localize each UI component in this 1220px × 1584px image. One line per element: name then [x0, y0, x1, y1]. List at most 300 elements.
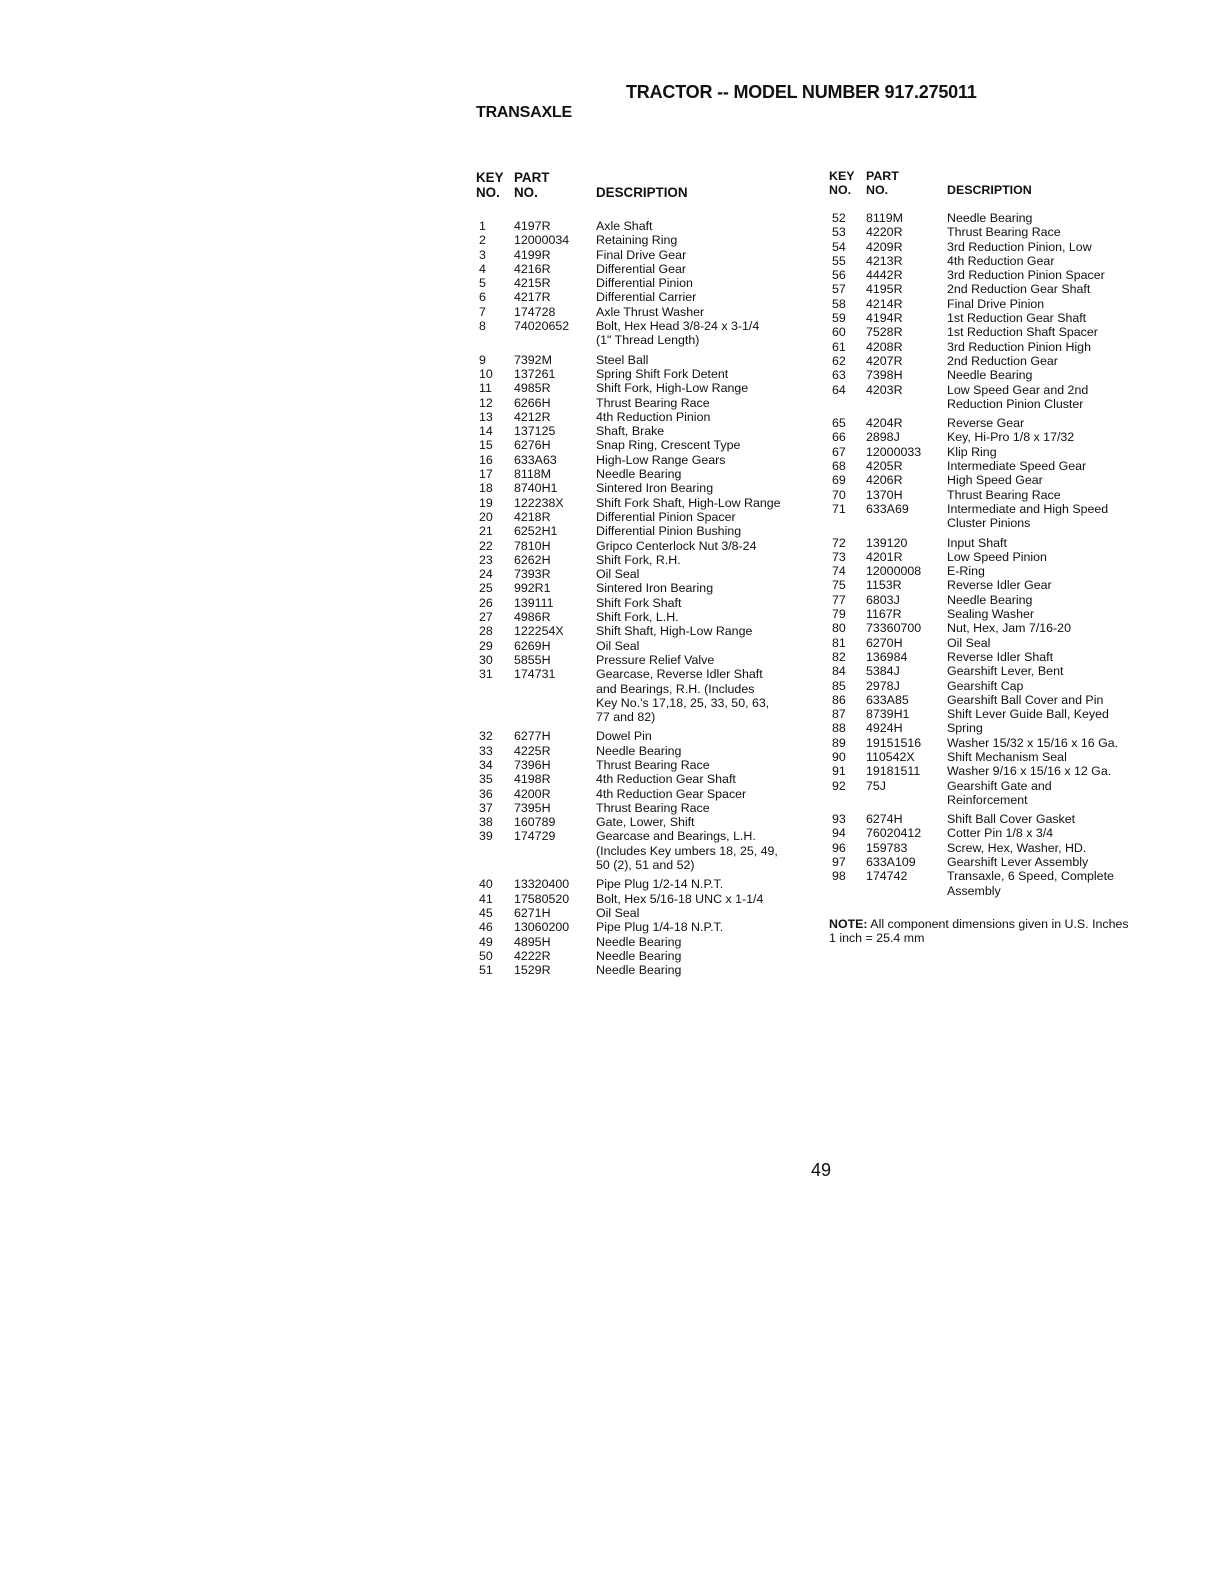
- part-header-line2: NO.: [866, 182, 889, 197]
- key-number: 49: [479, 934, 493, 949]
- key-number: 1: [479, 219, 486, 233]
- part-no-header: [514, 171, 596, 200]
- part-number: 4205R: [866, 459, 903, 474]
- parts-row: [829, 826, 1149, 840]
- dimensions-note: [829, 917, 1129, 946]
- key-number: 71: [832, 501, 846, 516]
- part-description: Thrust Bearing Race: [596, 395, 710, 410]
- key-number: 15: [479, 438, 493, 453]
- part-number: 4206R: [866, 473, 903, 488]
- parts-row: [829, 211, 1149, 225]
- key-number: 16: [479, 452, 493, 467]
- key-number: 66: [832, 430, 846, 445]
- part-description: Screw, Hex, Washer, HD.: [947, 840, 1087, 855]
- key-number: 27: [479, 610, 493, 625]
- parts-row: [829, 841, 1149, 855]
- key-number: 69: [832, 473, 846, 488]
- parts-row: [829, 268, 1149, 282]
- parts-row: [829, 750, 1149, 764]
- key-header-line2: NO.: [476, 184, 500, 200]
- part-number: 174728: [514, 304, 556, 319]
- part-number: 19181511: [866, 764, 921, 779]
- parts-row: [476, 233, 816, 247]
- part-number: 122238X: [514, 495, 564, 510]
- part-description: Oil Seal: [596, 638, 640, 653]
- part-number: 1153R: [866, 578, 902, 593]
- parts-row: [476, 667, 816, 724]
- part-description: 1st Reduction Gear Shaft: [947, 311, 1087, 326]
- key-number: 22: [479, 538, 493, 553]
- parts-row: [829, 869, 1149, 898]
- part-number: 992R1: [514, 581, 551, 596]
- key-number: 87: [832, 707, 846, 722]
- part-number: 1529R: [514, 963, 551, 978]
- key-number: 13: [479, 409, 493, 424]
- key-number: 21: [479, 524, 493, 539]
- part-number: 4203R: [866, 382, 903, 397]
- parts-row: [476, 920, 816, 934]
- key-number: 58: [832, 296, 846, 311]
- part-number: 4208R: [866, 339, 903, 354]
- key-number: 25: [479, 581, 493, 596]
- part-description: Reverse Idler Shaft: [947, 649, 1054, 664]
- part-number: 122254X: [514, 624, 564, 639]
- part-number: 2978J: [866, 678, 900, 693]
- parts-row: [829, 311, 1149, 325]
- part-description: Differential Pinion Spacer: [596, 509, 736, 524]
- parts-row: [476, 381, 816, 395]
- part-description: Shift Fork Shaft, High-Low Range: [596, 495, 781, 510]
- part-description: Spring: [947, 721, 983, 736]
- key-number: 19: [479, 495, 493, 510]
- part-number: 7398H: [866, 368, 903, 383]
- key-header-line2: NO.: [829, 182, 852, 197]
- parts-row: [829, 240, 1149, 254]
- part-number: 4220R: [866, 225, 903, 240]
- key-number: 30: [479, 652, 493, 667]
- parts-row: [829, 297, 1149, 311]
- part-number: 4209R: [866, 239, 903, 254]
- key-number: 61: [832, 339, 846, 354]
- parts-row: [476, 305, 816, 319]
- part-number: 4985R: [514, 381, 551, 396]
- parts-row: [476, 524, 816, 538]
- parts-row: [829, 225, 1149, 239]
- part-description: Washer 9/16 x 15/16 x 12 Ga.: [947, 764, 1112, 779]
- part-header-line1: PART: [866, 169, 899, 183]
- key-number: 36: [479, 786, 493, 801]
- key-number: 17: [479, 467, 493, 482]
- parts-row: [829, 593, 1149, 607]
- part-number: 7528R: [866, 325, 903, 340]
- parts-row: [476, 453, 816, 467]
- part-description: 2nd Reduction Gear: [947, 353, 1058, 368]
- key-header-line1: KEY: [476, 170, 504, 185]
- key-number: 80: [832, 621, 846, 636]
- parts-row: [829, 416, 1149, 430]
- part-number: 74020652: [514, 319, 570, 334]
- parts-row: [476, 510, 816, 524]
- part-description: Thrust Bearing Race: [596, 800, 710, 815]
- parts-row: [476, 396, 816, 410]
- part-description: Washer 15/32 x 15/16 x 16 Ga.: [947, 735, 1119, 750]
- part-number: 137125: [514, 424, 556, 439]
- part-description: Final Drive Pinion: [947, 296, 1045, 311]
- part-description: Sintered Iron Bearing: [596, 581, 714, 596]
- part-description: Thrust Bearing Race: [947, 487, 1061, 502]
- key-number: 81: [832, 635, 846, 650]
- part-number: 159783: [866, 840, 908, 855]
- part-number: 136984: [866, 649, 908, 664]
- note-text: All component dimensions given in U.S. Inches 1 inch = 25.4 mm: [829, 916, 1129, 946]
- part-description: Needle Bearing: [596, 963, 682, 978]
- part-number: 4986R: [514, 610, 551, 625]
- parts-list-right: [829, 170, 1149, 946]
- part-description: Low Speed Pinion: [947, 549, 1047, 564]
- key-number: 82: [832, 649, 846, 664]
- key-number: 33: [479, 743, 493, 758]
- key-number: 55: [832, 253, 846, 268]
- part-description: High Speed Gear: [947, 473, 1043, 488]
- part-number: 6276H: [514, 438, 551, 453]
- key-number: 96: [832, 840, 846, 855]
- part-description: Intermediate and High Speed Cluster Pinions: [947, 501, 1109, 531]
- part-description: Intermediate Speed Gear: [947, 459, 1087, 474]
- key-number: 9: [479, 352, 486, 367]
- part-description: Differential Pinion Bushing: [596, 524, 742, 539]
- part-number: 174742: [866, 869, 908, 884]
- parts-list-header: [829, 170, 1149, 197]
- key-number: 93: [832, 812, 846, 827]
- key-number: 86: [832, 692, 846, 707]
- parts-rows-left: [476, 219, 816, 977]
- parts-row: [829, 550, 1149, 564]
- key-number: 38: [479, 815, 493, 830]
- part-description: Shift Fork, L.H.: [596, 610, 679, 625]
- parts-row: [829, 621, 1149, 635]
- parts-row: [476, 567, 816, 581]
- key-number: 34: [479, 757, 493, 772]
- part-description: Final Drive Gear: [596, 247, 687, 262]
- parts-row: [476, 610, 816, 624]
- key-number: 85: [832, 678, 846, 693]
- part-description: Gearshift Lever, Bent: [947, 664, 1064, 679]
- part-description: Bolt, Hex Head 3/8-24 x 3-1/4 (1" Thread Length): [596, 319, 760, 348]
- part-description: Differential Pinion: [596, 276, 693, 291]
- part-number: 4215R: [514, 276, 551, 291]
- part-number: 12000008: [866, 564, 922, 579]
- part-number: 4201R: [866, 549, 903, 564]
- parts-row: [476, 438, 816, 452]
- parts-row: [829, 707, 1149, 721]
- key-number: 53: [832, 225, 846, 240]
- key-number: 90: [832, 749, 846, 764]
- part-number: 8740H1: [514, 481, 558, 496]
- parts-row: [476, 639, 816, 653]
- key-number: 97: [832, 855, 846, 870]
- key-number: 29: [479, 638, 493, 653]
- parts-row: [829, 736, 1149, 750]
- key-number: 98: [832, 869, 846, 884]
- part-description: Differential Gear: [596, 261, 686, 276]
- part-number: 633A63: [514, 452, 557, 467]
- part-number: 633A69: [866, 501, 909, 516]
- part-description: Gearshift Cap: [947, 678, 1024, 693]
- part-description: Gate, Lower, Shift: [596, 815, 695, 830]
- parts-row: [476, 815, 816, 829]
- parts-row: [476, 892, 816, 906]
- part-description: Needle Bearing: [596, 467, 682, 482]
- part-number: 1167R: [866, 607, 902, 622]
- part-number: 75J: [866, 778, 886, 793]
- key-number: 12: [479, 395, 493, 410]
- part-number: 4195R: [866, 282, 903, 297]
- part-number: 4225R: [514, 743, 551, 758]
- parts-row: [476, 787, 816, 801]
- key-number: 46: [479, 920, 493, 935]
- parts-row: [829, 354, 1149, 368]
- part-number: 2898J: [866, 430, 900, 445]
- description-header: DESCRIPTION: [947, 182, 1032, 197]
- part-number: 13320400: [514, 877, 570, 892]
- part-description: 1st Reduction Shaft Spacer: [947, 325, 1098, 340]
- parts-row: [476, 553, 816, 567]
- part-number: 6269H: [514, 638, 551, 653]
- key-number: 20: [479, 509, 493, 524]
- part-number: 6266H: [514, 395, 551, 410]
- part-number: 4212R: [514, 409, 551, 424]
- part-description: Shaft, Brake: [596, 424, 665, 439]
- parts-row: [829, 564, 1149, 578]
- key-number: 79: [832, 607, 846, 622]
- key-number: 31: [479, 667, 493, 682]
- parts-row: [829, 473, 1149, 487]
- part-description: 2nd Reduction Gear Shaft: [947, 282, 1091, 297]
- parts-row: [829, 536, 1149, 550]
- parts-row: [476, 319, 816, 348]
- part-description: Cotter Pin 1/8 x 3/4: [947, 826, 1054, 841]
- parts-row: [829, 650, 1149, 664]
- parts-row: [829, 340, 1149, 354]
- parts-row: [476, 829, 816, 872]
- key-number: 8: [479, 319, 486, 334]
- parts-row: [829, 764, 1149, 778]
- parts-row: [829, 430, 1149, 444]
- parts-list-header: [476, 171, 816, 200]
- key-number: 68: [832, 459, 846, 474]
- part-description: Retaining Ring: [596, 233, 678, 248]
- part-description: Needle Bearing: [596, 934, 682, 949]
- key-number: 10: [479, 366, 493, 381]
- part-number: 4216R: [514, 261, 551, 276]
- parts-row: [476, 467, 816, 481]
- part-number: 8739H1: [866, 707, 910, 722]
- part-number: 12000033: [866, 444, 922, 459]
- part-description: Low Speed Gear and 2nd Reduction Pinion Cluster: [947, 382, 1089, 411]
- parts-row: [829, 693, 1149, 707]
- key-number: 57: [832, 282, 846, 297]
- parts-row: [476, 539, 816, 553]
- part-number: 139111: [514, 595, 554, 610]
- parts-row: [829, 254, 1149, 268]
- key-number: 37: [479, 800, 493, 815]
- part-number: 6271H: [514, 905, 551, 920]
- parts-row: [476, 877, 816, 891]
- part-description: Gearshift Lever Assembly: [947, 855, 1089, 870]
- part-description: 3rd Reduction Pinion, Low: [947, 239, 1092, 254]
- key-number: 3: [479, 247, 486, 262]
- part-description: Axle Shaft: [596, 219, 653, 233]
- key-number: 2: [479, 233, 486, 248]
- key-number: 56: [832, 268, 846, 283]
- key-number: 91: [832, 764, 846, 779]
- parts-row: [476, 744, 816, 758]
- parts-row: [829, 779, 1149, 808]
- part-number: 174731: [514, 667, 556, 682]
- key-number: 60: [832, 325, 846, 340]
- part-number: 4924H: [866, 721, 903, 736]
- key-number: 75: [832, 578, 846, 593]
- part-description: Gearcase, Reverse Idler Shaft and Bearings, R.H. (Includes Key No.'s 17,18, 25, 33, 50, 63, 77 and 82): [596, 667, 770, 725]
- part-description: Bolt, Hex 5/16-18 UNC x 1-1/4: [596, 891, 764, 906]
- part-number: 19151516: [866, 735, 922, 750]
- key-number: 28: [479, 624, 493, 639]
- part-description: 4th Reduction Gear: [947, 253, 1055, 268]
- part-description: Needle Bearing: [947, 368, 1033, 383]
- part-description: Gearshift Ball Cover and Pin: [947, 692, 1104, 707]
- parts-row: [829, 578, 1149, 592]
- part-description: Klip Ring: [947, 444, 997, 459]
- parts-row: [476, 949, 816, 963]
- part-description: Needle Bearing: [947, 592, 1033, 607]
- part-description: Reverse Gear: [947, 416, 1025, 431]
- part-description: Gearshift Gate and Reinforcement: [947, 778, 1052, 807]
- parts-row: [476, 653, 816, 667]
- part-description: Differential Carrier: [596, 290, 697, 305]
- parts-row: [829, 721, 1149, 735]
- key-number: 35: [479, 772, 493, 787]
- parts-rows-right: [829, 211, 1149, 898]
- part-number: 4222R: [514, 948, 551, 963]
- part-description: Shift Lever Guide Ball, Keyed: [947, 707, 1109, 722]
- part-number: 12000034: [514, 233, 570, 248]
- part-description: High-Low Range Gears: [596, 452, 726, 467]
- key-number: 74: [832, 564, 846, 579]
- parts-list-left: [476, 171, 816, 977]
- part-description: Shift Shaft, High-Low Range: [596, 624, 753, 639]
- key-number: 50: [479, 948, 493, 963]
- parts-row: [476, 596, 816, 610]
- part-description: Gearcase and Bearings, L.H. (Includes Key umbers 18, 25, 49, 50 (2), 51 and 52): [596, 829, 778, 873]
- part-description: Shift Ball Cover Gasket: [947, 812, 1076, 827]
- key-number: 52: [832, 211, 846, 225]
- part-number: 4198R: [514, 772, 551, 787]
- part-description: Pressure Relief Valve: [596, 652, 715, 667]
- part-description: Axle Thrust Washer: [596, 304, 705, 319]
- part-description: Thrust Bearing Race: [596, 757, 710, 772]
- key-number: 70: [832, 487, 846, 502]
- part-number: 7396H: [514, 757, 551, 772]
- parts-row: [476, 367, 816, 381]
- part-number: 8118M: [514, 467, 551, 482]
- key-number: 32: [479, 729, 493, 744]
- part-description: Dowel Pin: [596, 729, 652, 744]
- part-description: Sealing Washer: [947, 607, 1035, 622]
- key-number: 23: [479, 552, 493, 567]
- part-number: 4442R: [866, 268, 903, 283]
- part-number: 110542X: [866, 749, 915, 764]
- key-number: 92: [832, 778, 846, 793]
- part-description: Reverse Idler Gear: [947, 578, 1052, 593]
- key-number: 77: [832, 592, 846, 607]
- part-description: Thrust Bearing Race: [947, 225, 1061, 240]
- key-number: 65: [832, 416, 846, 431]
- key-number: 64: [832, 382, 846, 397]
- note-label: NOTE:: [829, 916, 868, 931]
- part-number: 4218R: [514, 509, 551, 524]
- parts-row: [829, 282, 1149, 296]
- part-number: 4197R: [514, 219, 551, 233]
- key-number: 62: [832, 353, 846, 368]
- part-number: 6277H: [514, 729, 551, 744]
- key-number: 72: [832, 535, 846, 550]
- parts-row: [476, 290, 816, 304]
- part-description: 4th Reduction Pinion: [596, 409, 711, 424]
- part-number: 137261: [514, 366, 556, 381]
- key-number: 24: [479, 567, 493, 582]
- part-number: 5384J: [866, 664, 900, 679]
- part-number: 139120: [866, 535, 908, 550]
- part-number: 633A85: [866, 692, 909, 707]
- parts-row: [476, 935, 816, 949]
- parts-row: [829, 459, 1149, 473]
- parts-row: [829, 325, 1149, 339]
- part-description: Snap Ring, Crescent Type: [596, 438, 741, 453]
- part-number: 4895H: [514, 934, 551, 949]
- part-description: Sintered Iron Bearing: [596, 481, 714, 496]
- part-number: 5855H: [514, 652, 551, 667]
- part-number: 13060200: [514, 920, 570, 935]
- part-description: Shift Fork, R.H.: [596, 552, 681, 567]
- parts-row: [476, 248, 816, 262]
- key-number: 67: [832, 444, 846, 459]
- part-number: 4214R: [866, 296, 903, 311]
- part-header-line1: PART: [514, 170, 550, 185]
- key-number: 63: [832, 368, 846, 383]
- key-header-line1: KEY: [829, 169, 855, 183]
- parts-row: [476, 624, 816, 638]
- parts-row: [476, 729, 816, 743]
- part-number: 6270H: [866, 635, 903, 650]
- part-description: Oil Seal: [596, 567, 640, 582]
- parts-row: [829, 445, 1149, 459]
- key-number: 73: [832, 549, 846, 564]
- parts-row: [476, 276, 816, 290]
- key-number: 45: [479, 905, 493, 920]
- part-description: Shift Mechanism Seal: [947, 749, 1067, 764]
- parts-row: [476, 353, 816, 367]
- part-description: Key, Hi-Pro 1/8 x 17/32: [947, 430, 1075, 445]
- part-number: 73360700: [866, 621, 922, 636]
- parts-row: [476, 219, 816, 233]
- part-description: Gripco Centerlock Nut 3/8-24: [596, 538, 757, 553]
- key-number: 26: [479, 595, 493, 610]
- part-description: Pipe Plug 1/2-14 N.P.T.: [596, 877, 724, 892]
- part-number: 76020412: [866, 826, 922, 841]
- key-number: 59: [832, 311, 846, 326]
- key-number: 18: [479, 481, 493, 496]
- parts-row: [476, 581, 816, 595]
